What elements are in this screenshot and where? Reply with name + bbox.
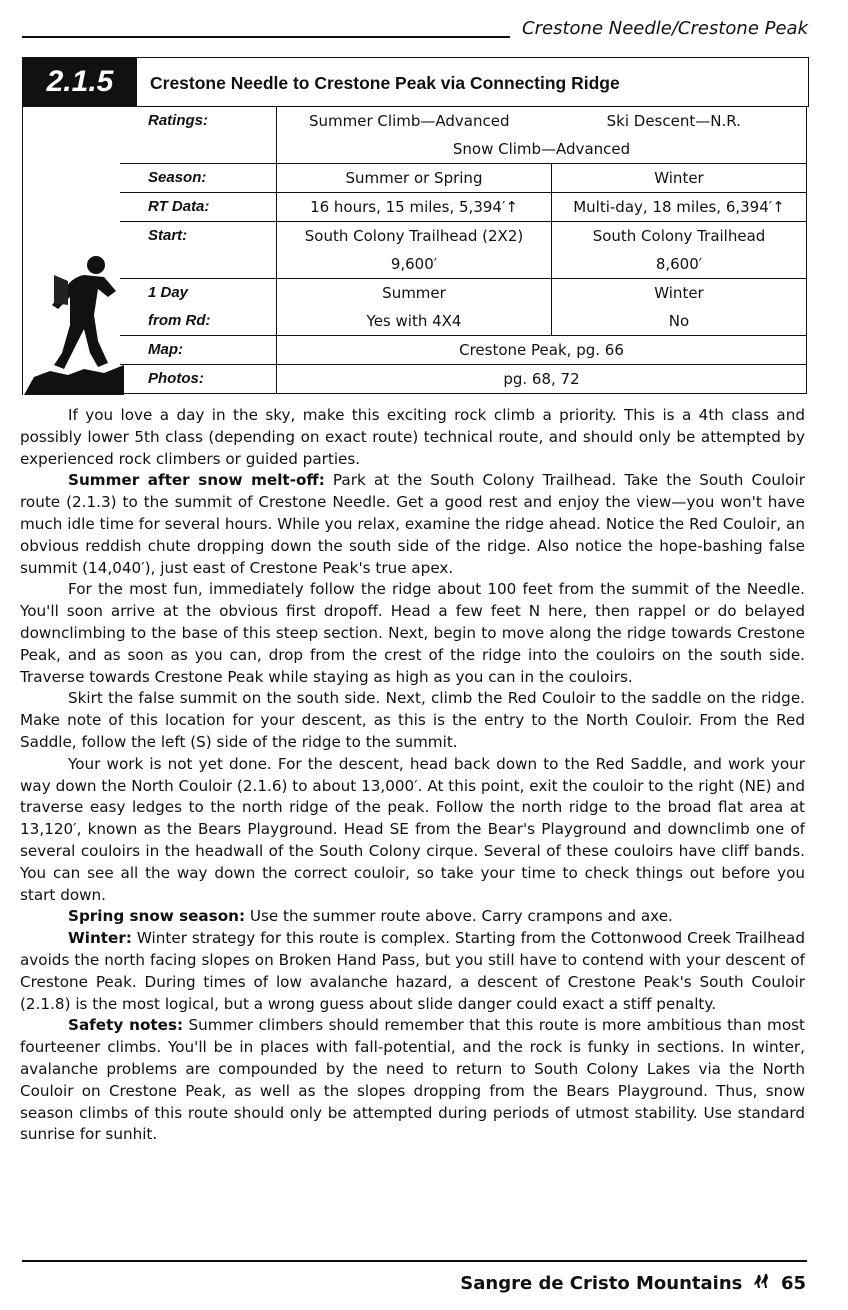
- rt-data-summer: 16 hours, 15 miles, 5,394′↑: [310, 198, 518, 216]
- start-row: [120, 222, 807, 279]
- ratings-row: [120, 106, 807, 164]
- climber-silhouette-icon: [24, 245, 124, 395]
- summer-heading: Summer after snow melt-off:: [68, 471, 325, 490]
- one-day-winter-value: No: [668, 312, 690, 330]
- ridge-paragraph: For the most fun, immediately follow the ridge about 100 feet from the summit of the Needle. You'll soon arrive at the obvious first dropoff. Head a few feet N here, then rappel or do belayed downclimbing to the base of this steep section. Next, begin to move along the ridge towards Crestone Peak, and as soon as you can, drop from the crest of the ridge into the couloirs on the south side. Traverse towards Crestone Peak while staying as high as you can in the couloirs.: [20, 580, 805, 686]
- rt-data-row: [120, 193, 807, 222]
- descent-paragraph: Your work is not yet done. For the descent, head back down to the Red Saddle, and work your way down the North Couloir (2.1.6) to about 13,000′. At this point, exit the couloir to the right (NE) and traverse easy ledges to the north ridge of the peak. Follow the north ridge to the broad flat area at 13,120′, known as the Bears Playground. Head SE from the Bear's Playground and downclimb one of several couloirs in the headwall of the South Colony cirque. Several of these couloirs have cliff bands. You can see all the way down the correct couloir, so take your time to check things out before you start down.: [20, 754, 805, 904]
- start-label: Start:: [148, 227, 188, 244]
- false-summit-paragraph: Skirt the false summit on the south side. Next, climb the Red Couloir to the saddle on the ridge. Make note of this location for your descent, as this is the entry to the North Couloir. From the Red Saddle, follow the left (S) side of the ridge to the summit.: [20, 689, 805, 751]
- one-day-summer-value: Yes with 4X4: [366, 312, 462, 330]
- start-summer-trailhead: South Colony Trailhead (2X2): [304, 227, 524, 245]
- route-number: 2.1.5: [23, 58, 137, 106]
- photos-row: [120, 365, 807, 394]
- sidebar-rule: [22, 105, 23, 395]
- spring-heading: Spring snow season:: [68, 907, 246, 926]
- one-day-winter: Winter: [654, 284, 704, 302]
- footer-rule: [22, 1260, 807, 1262]
- footer-section: Sangre de Cristo Mountains: [460, 1273, 743, 1294]
- from-rd-label: from Rd:: [148, 312, 211, 329]
- map-value: Crestone Peak, pg. 66: [459, 341, 624, 359]
- season-row: [120, 164, 807, 193]
- ski-rating: Ski Descent—N.R.: [606, 112, 741, 130]
- mountain-climbers-icon: [753, 1273, 771, 1293]
- one-day-row: [120, 279, 807, 336]
- season-summer: Summer or Spring: [345, 169, 483, 187]
- map-label: Map:: [148, 341, 183, 358]
- one-day-label: 1 Day: [148, 284, 189, 301]
- winter-paragraph: Winter: Winter strategy for this route is complex. Starting from the Cottonwood Creek Trailhead avoids the north facing slopes on Broken Hand Pass, but you still have to contend with your descent of Crestone Peak. During times of low avalanche hazard, a descent of Crestone Peak's South Couloir (2.1.8) is the most logical, but a wrong guess about slide danger could exact a stiff penalty.: [20, 929, 805, 1013]
- safety-paragraph: Safety notes: Summer climbers should remember that this route is more ambitious than most fourteener climbs. You'll be in places with fall-potential, and the rock is funky in sections. In winter, avalanche problems are compounded by the need to return to South Colony Lakes via the North Couloir on Crestone Peak, as well as the slopes dropping from the Bears Playground. Thus, snow season climbs of this route should only be attempted during periods of utmost stability. Use standard sunrise for sunhit.: [20, 1016, 805, 1144]
- ratings-label: Ratings:: [148, 112, 208, 129]
- snow-rating: Snow Climb—Advanced: [452, 140, 631, 158]
- spring-paragraph: Spring snow season: Use the summer route above. Carry crampons and axe.: [68, 907, 673, 926]
- photos-value: pg. 68, 72: [503, 370, 580, 388]
- header-rule: [22, 36, 510, 38]
- rt-data-label: RT Data:: [148, 198, 210, 215]
- route-info-table: [120, 106, 807, 394]
- map-row: [120, 336, 807, 365]
- running-header: Crestone Needle/Crestone Peak: [522, 18, 808, 39]
- route-title-box: [22, 57, 809, 107]
- summer-paragraph: Summer after snow melt-off: Park at the South Colony Trailhead. Take the South Couloir route (2.1.3) to the summit of Crestone Needle. Get a good rest and enjoy the view—you won't have much idle time for several hours. While you relax, examine the ridge ahead. Notice the Red Couloir, an obvious reddish chute dropping down the south side of the ridge. Also notice the hope-bashing false summit (14,040′), just east of Crestone Peak's true apex.: [20, 471, 806, 577]
- start-winter-trailhead: South Colony Trailhead: [592, 227, 766, 245]
- one-day-summer: Summer: [382, 284, 446, 302]
- route-title: Crestone Needle to Crestone Peak via Connecting Ridge: [150, 73, 620, 93]
- route-description: [20, 405, 805, 1146]
- intro-paragraph: If you love a day in the sky, make this exciting rock climb a priority. This is a 4th class and possibly lower 5th class (depending on exact route) technical route, and should only be attempted by experienced rock climbers or guided parties.: [20, 406, 805, 468]
- season-winter: Winter: [551, 164, 806, 192]
- page-footer: [460, 1273, 806, 1294]
- rt-data-winter: Multi-day, 18 miles, 6,394′↑: [551, 193, 806, 221]
- start-winter-elevation: 8,600′: [655, 255, 703, 273]
- safety-heading: Safety notes:: [68, 1016, 184, 1035]
- season-label: Season:: [148, 169, 207, 186]
- photos-label: Photos:: [148, 370, 204, 387]
- winter-heading: Winter:: [68, 929, 132, 948]
- summer-rating: Summer Climb—Advanced: [309, 112, 510, 130]
- page-number: 65: [780, 1273, 806, 1294]
- start-summer-elevation: 9,600′: [390, 255, 438, 273]
